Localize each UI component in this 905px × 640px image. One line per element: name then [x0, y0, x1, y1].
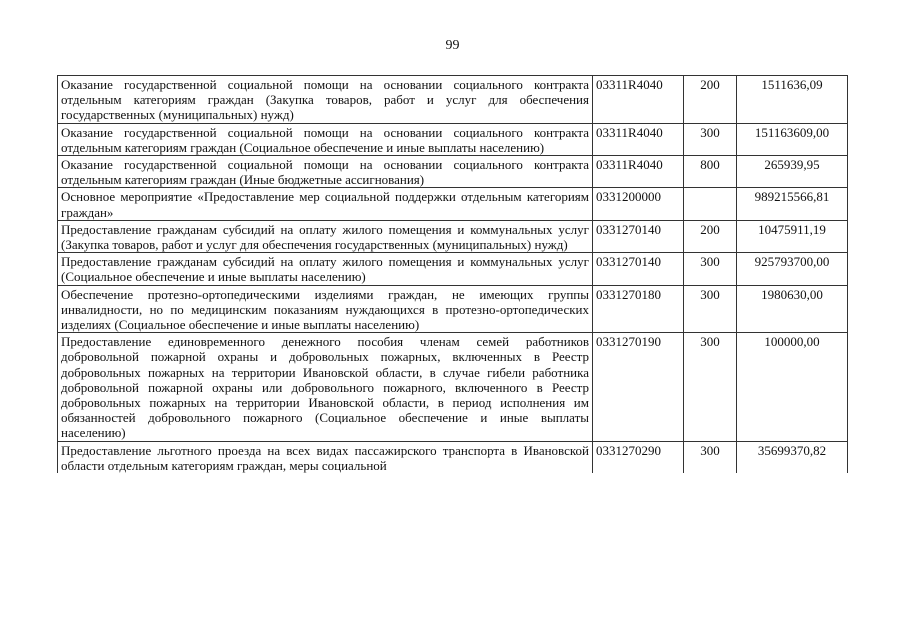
- row-type-cell: 200: [684, 76, 737, 124]
- row-type-cell: 300: [684, 253, 737, 285]
- row-name-cell: Предоставление гражданам субсидий на оплату жилого помещения и коммунальных услуг (Закупка товаров, работ и услуг для обеспечения государственных (муниципальных) нужд): [58, 220, 593, 252]
- row-sum-cell: 1980630,00: [737, 285, 848, 333]
- row-name-cell: Основное мероприятие «Предоставление мер социальной поддержки отдельным категориям граждан»: [58, 188, 593, 220]
- row-name-cell: Предоставление льготного проезда на всех видах пассажирского транспорта в Ивановской области отдельным категориям граждан, меры социальной: [58, 441, 593, 473]
- row-type-cell: 300: [684, 333, 737, 441]
- table-row: [58, 220, 848, 252]
- row-sum-cell: 989215566,81: [737, 188, 848, 220]
- row-sum-cell: 100000,00: [737, 333, 848, 441]
- row-name-cell: Оказание государственной социальной помощи на основании социального контракта отдельным категориям граждан (Иные бюджетные ассигнования): [58, 156, 593, 188]
- row-name-cell: Предоставление гражданам субсидий на оплату жилого помещения и коммунальных услуг (Социальное обеспечение и иные выплаты населению): [58, 253, 593, 285]
- row-sum-cell: 10475911,19: [737, 220, 848, 252]
- row-sum-cell: 35699370,82: [737, 441, 848, 473]
- row-code-cell: 0331200000: [593, 188, 684, 220]
- row-type-cell: 800: [684, 156, 737, 188]
- table-row: [58, 253, 848, 285]
- row-sum-cell: 925793700,00: [737, 253, 848, 285]
- budget-table: [57, 75, 848, 473]
- row-code-cell: 0331270190: [593, 333, 684, 441]
- row-code-cell: 0331270140: [593, 253, 684, 285]
- table-row: [58, 188, 848, 220]
- table-row: [58, 333, 848, 441]
- row-type-cell: 300: [684, 441, 737, 473]
- row-type-cell: [684, 188, 737, 220]
- table-row: [58, 123, 848, 155]
- row-type-cell: 200: [684, 220, 737, 252]
- row-code-cell: 03311R4040: [593, 123, 684, 155]
- table-row: [58, 441, 848, 473]
- row-code-cell: 03311R4040: [593, 156, 684, 188]
- row-name-cell: Оказание государственной социальной помощи на основании социального контракта отдельным категориям граждан (Закупка товаров, работ и услуг для обеспечения государственных (муниципальных) нужд): [58, 76, 593, 124]
- row-sum-cell: 265939,95: [737, 156, 848, 188]
- page-number: 99: [445, 38, 460, 53]
- table-row: [58, 285, 848, 333]
- row-code-cell: 0331270290: [593, 441, 684, 473]
- row-code-cell: 0331270140: [593, 220, 684, 252]
- table-row: [58, 76, 848, 124]
- row-type-cell: 300: [684, 285, 737, 333]
- table-row: [58, 156, 848, 188]
- row-sum-cell: 151163609,00: [737, 123, 848, 155]
- row-type-cell: 300: [684, 123, 737, 155]
- row-code-cell: 0331270180: [593, 285, 684, 333]
- row-sum-cell: 1511636,09: [737, 76, 848, 124]
- row-name-cell: Предоставление единовременного денежного пособия членам семей работников добровольной пожарной охраны и добровольных пожарных, включенных в Реестр добровольных пожарных на территории Ивановской области, в случае гибели работника добровольной пожарной охраны или добровольного пожарного, включенного в Реестр добровольных пожарных на территории Ивановской области, в период исполнения им обязанностей добровольного пожарного (Социальное обеспечение и иные выплаты населению): [58, 333, 593, 441]
- row-name-cell: Обеспечение протезно-ортопедическими изделиями граждан, не имеющих группы инвалидности, но по медицинским показаниям нуждающихся в протезно-ортопедических изделиях (Социальное обеспечение и иные выплаты населению): [58, 285, 593, 333]
- row-name-cell: Оказание государственной социальной помощи на основании социального контракта отдельным категориям граждан (Социальное обеспечение и иные выплаты населению): [58, 123, 593, 155]
- row-code-cell: 03311R4040: [593, 76, 684, 124]
